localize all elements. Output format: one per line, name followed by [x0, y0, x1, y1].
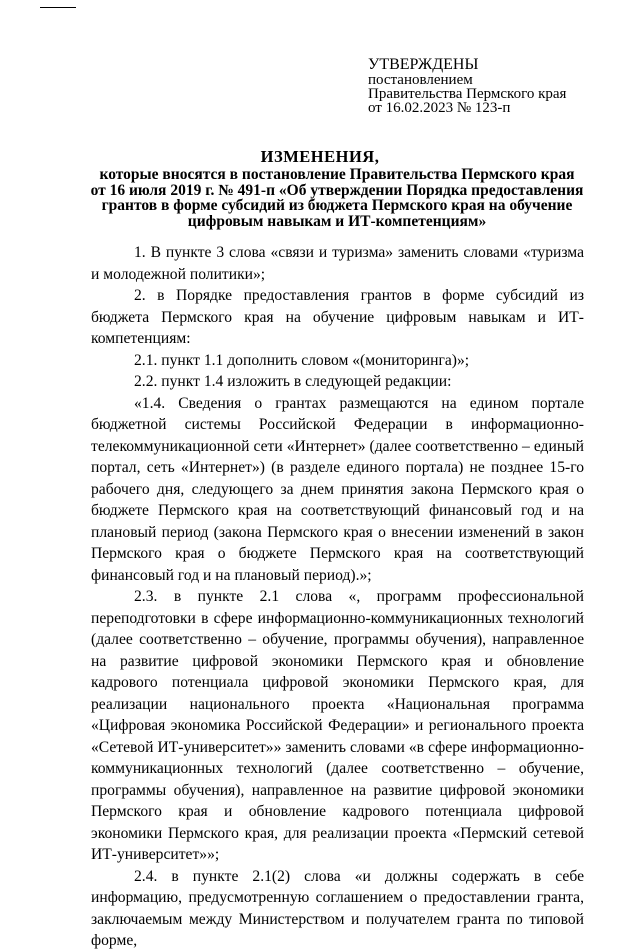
document-title: ИЗМЕНЕНИЯ, — [260, 147, 380, 166]
paragraph: «1.4. Сведения о грантах размещаются на едином портале бюджетной системы Российской Федерации в информационно-телекоммуникационной сети «Интернет» (далее соответственно – единый портал, сеть «Интернет») (в разделе единого портала) не позднее 15-го рабочего дня, следующего за днем принятия закона Пермского края о бюджете Пермского края на соответствующий финансовый год и на плановый период (закона Пермского края о внесении изменений в закон Пермского края о бюджете Пермского края на соответствующий финансовый год и на плановый период).»; — [91, 394, 584, 584]
paragraph: 1. В пункте 3 слова «связи и туризма» заменить словами «туризма и молодежной политики»; — [91, 244, 584, 283]
approval-stamp — [368, 56, 566, 115]
document-body — [91, 242, 584, 952]
approval-heading: УТВЕРЖДЕНЫ — [368, 56, 479, 73]
scan-mark-line — [40, 7, 76, 8]
paragraph: 2.4. в пункте 2.1(2) слова «и должны содержать в себе информацию, предусмотренную соглашением о предоставлении гранта, заключаемым между Министерством и получателем гранта по типовой форме, — [91, 867, 584, 949]
approval-line: Правительства Пермского края — [368, 86, 567, 102]
approval-line: постановлением — [368, 72, 473, 88]
paragraph: 2.3. в пункте 2.1 слова «, программ профессиональной переподготовки в сфере информационно-коммуникационных технологий (далее соответственно – обучение, программы обучения), направленное на развитие цифровой экономики Пермского края и обновление кадрового потенциала цифровой экономики Пермского края, для реализации национального проекта «Национальная программа «Цифровая экономика Российской Федерации» и регионального проекта «Сетевой ИТ-университет»» заменить словами «в сфере информационно-коммуникационных технологий (далее соответственно – обучение, программы обучения), направленное на развитие цифровой экономики Пермского края и обновление кадрового потенциала цифровой экономики Пермского края, для реализации проекта «Пермский сетевой ИТ-университет»»; — [91, 588, 584, 863]
paragraph: 2.2. пункт 1.4 изложить в следующей редакции: — [134, 373, 452, 390]
paragraph: 2.1. пункт 1.1 дополнить словом «(мониторинга)»; — [134, 351, 470, 369]
approval-date-number: от 16.02.2023 № 123-п — [368, 100, 511, 116]
document-subtitle: которые вносятся в постановление Правительства Пермского края от 16 июля 2019 г. № 491-п «Об утверждении Порядка предоставления грантов в форме субсидий из бюджета Пермского края на обучение цифровым навыкам и ИТ-компетенциям» — [90, 166, 584, 230]
paragraph: 2. в Порядке предоставления грантов в форме субсидий из бюджета Пермского края на обучение цифровым навыкам и ИТ-компетенциям: — [91, 287, 584, 347]
